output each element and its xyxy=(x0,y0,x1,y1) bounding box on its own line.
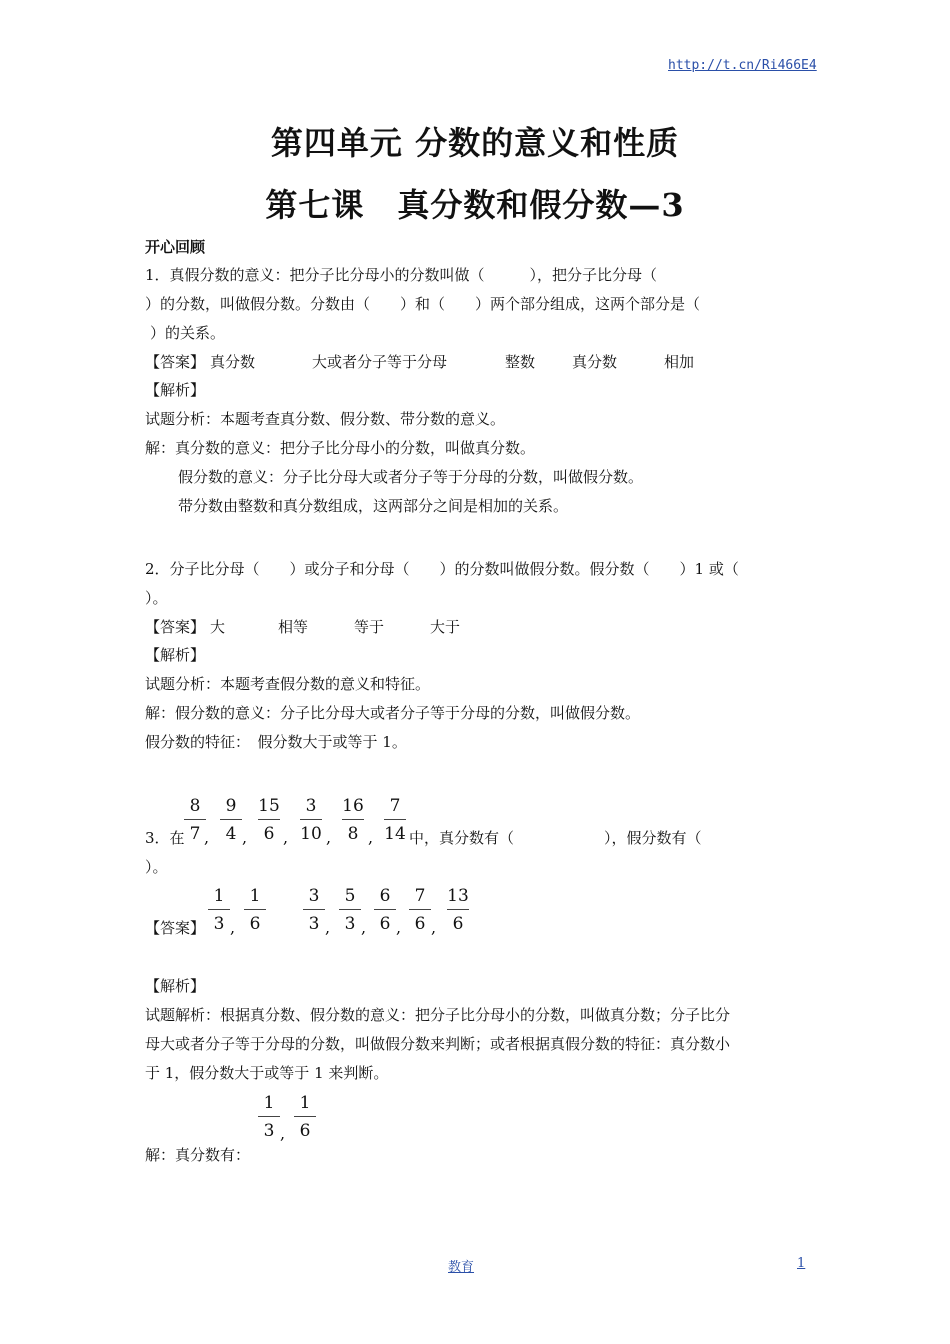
q1-answer-3: 整数 xyxy=(505,353,536,371)
q3-answer-improper-1 xyxy=(301,886,327,934)
fraction-denominator: 3 xyxy=(308,914,320,934)
q3-solution-label: 解：真分数有： xyxy=(145,1146,251,1164)
q1-solution-1: 解：真分数的意义：把分子比分母小的分数，叫做真分数。 xyxy=(145,439,536,457)
q3-answer-improper-5 xyxy=(445,886,471,934)
fraction-denominator: 14 xyxy=(384,824,406,844)
q1-answer-4: 真分数 xyxy=(572,353,618,371)
q2-answer-2: 相等 xyxy=(278,618,309,636)
fraction-denominator: 6 xyxy=(379,914,391,934)
q1-solution-3: 带分数由整数和真分数组成，这两部分之间是相加的关系。 xyxy=(178,497,569,515)
q1-analysis: 试题分析：本题考查真分数、假分数、带分数的意义。 xyxy=(145,410,506,428)
fraction-numerator: 8 xyxy=(189,796,201,816)
q3-solution-fraction-2 xyxy=(292,1093,318,1141)
fraction-denominator: 7 xyxy=(189,824,201,844)
fraction-numerator: 16 xyxy=(342,796,364,816)
fraction-numerator: 7 xyxy=(414,886,426,906)
q1-answer-label: 【答案】 xyxy=(145,353,206,371)
fraction-numerator: 7 xyxy=(389,796,401,816)
fraction-denominator: 6 xyxy=(414,914,426,934)
q1-line3: ）的关系。 xyxy=(150,324,226,342)
q2-analysis-label: 【解析】 xyxy=(145,646,206,664)
q1-answer-5: 相加 xyxy=(664,353,695,371)
header-link[interactable]: http://t.cn/Ri466E4 xyxy=(668,58,817,73)
fraction-numerator: 1 xyxy=(263,1093,275,1113)
q2-answer-1: 大 xyxy=(210,618,226,636)
q1-analysis-label: 【解析】 xyxy=(145,381,206,399)
q3-line2: ）。 xyxy=(145,858,168,876)
fraction-denominator: 6 xyxy=(299,1121,311,1141)
fraction-denominator: 10 xyxy=(300,824,322,844)
q3-fraction-5 xyxy=(340,796,366,844)
fraction-numerator: 6 xyxy=(379,886,391,906)
q3-answer-label: 【答案】 xyxy=(145,919,206,937)
fraction-denominator: 3 xyxy=(263,1121,275,1141)
q2-answer-3: 等于 xyxy=(354,618,385,636)
q3-analysis-label: 【解析】 xyxy=(145,977,206,995)
fraction-denominator: 3 xyxy=(213,914,225,934)
footer-link[interactable]: 教育 xyxy=(448,1260,475,1275)
q2-solution-1: 解：假分数的意义：分子比分母大或者分子等于分母的分数，叫做假分数。 xyxy=(145,704,641,722)
q3-answer-improper-4 xyxy=(407,886,433,934)
q2-analysis: 试题分析：本题考查假分数的意义和特征。 xyxy=(145,675,431,693)
q3-fraction-3 xyxy=(256,796,282,844)
q1-line1: 1．真假分数的意义：把分子比分母小的分数叫做（ ），把分子比分母（ xyxy=(145,266,658,284)
fraction-numerator: 5 xyxy=(344,886,356,906)
q3-suffix: 中，真分数有（ ），假分数有（ xyxy=(409,829,702,847)
q2-answer-label: 【答案】 xyxy=(145,618,206,636)
fraction-numerator: 13 xyxy=(447,886,469,906)
fraction-denominator: 8 xyxy=(347,824,359,844)
q3-fraction-4 xyxy=(298,796,324,844)
q1-line2: ）的分数，叫做假分数。分数由（ ）和（ ）两个部分组成，这两个部分是（ xyxy=(145,295,701,313)
page-title: 第四单元 分数的意义和性质 xyxy=(270,124,680,162)
fraction-numerator: 3 xyxy=(305,796,317,816)
fraction-numerator: 1 xyxy=(249,886,261,906)
fraction-numerator: 9 xyxy=(225,796,237,816)
q3-answer-improper-2 xyxy=(337,886,363,934)
q3-prefix: 3．在 xyxy=(145,829,185,847)
q2-solution-2: 假分数的特征： 假分数大于或等于 1。 xyxy=(145,733,407,751)
q3-answer-proper-1 xyxy=(206,886,232,934)
fraction-numerator: 1 xyxy=(213,886,225,906)
q3-answer-improper-3 xyxy=(372,886,398,934)
q3-solution-fraction-1 xyxy=(256,1093,282,1141)
fraction-numerator: 1 xyxy=(299,1093,311,1113)
q3-fraction-6 xyxy=(382,796,408,844)
fraction-denominator: 6 xyxy=(249,914,261,934)
fraction-denominator: 6 xyxy=(452,914,464,934)
q1-solution-2: 假分数的意义：分子比分母大或者分子等于分母的分数，叫做假分数。 xyxy=(178,468,644,486)
q3-analysis-1: 试题解析：根据真分数、假分数的意义：把分子比分母小的分数，叫做真分数；分子比分 xyxy=(145,1006,731,1024)
q3-fraction-2 xyxy=(218,796,244,844)
q3-answer-proper-2 xyxy=(242,886,268,934)
fraction-denominator: 3 xyxy=(344,914,356,934)
q2-answer-4: 大于 xyxy=(430,618,461,636)
q3-analysis-2: 母大或者分子等于分母的分数，叫做假分数来判断；或者根据真假分数的特征：真分数小 xyxy=(145,1035,731,1053)
fraction-numerator: 3 xyxy=(308,886,320,906)
fraction-numerator: 15 xyxy=(258,796,280,816)
q2-line2: ）。 xyxy=(145,589,168,607)
fraction-denominator: 4 xyxy=(225,824,237,844)
q1-answer-2: 大或者分子等于分母 xyxy=(312,353,448,371)
section-heading: 开心回顾 xyxy=(145,238,206,256)
lesson-title: 第七课 真分数和假分数—3 xyxy=(265,186,685,224)
fraction-denominator: 6 xyxy=(263,824,275,844)
q2-line1: 2．分子比分母（ ）或分子和分母（ ）的分数叫做假分数。假分数（ ）1 或（ xyxy=(145,560,739,578)
page-number: 1 xyxy=(797,1256,806,1271)
q1-answer-1: 真分数 xyxy=(210,353,256,371)
q3-analysis-3: 于 1，假分数大于或等于 1 来判断。 xyxy=(145,1064,389,1082)
